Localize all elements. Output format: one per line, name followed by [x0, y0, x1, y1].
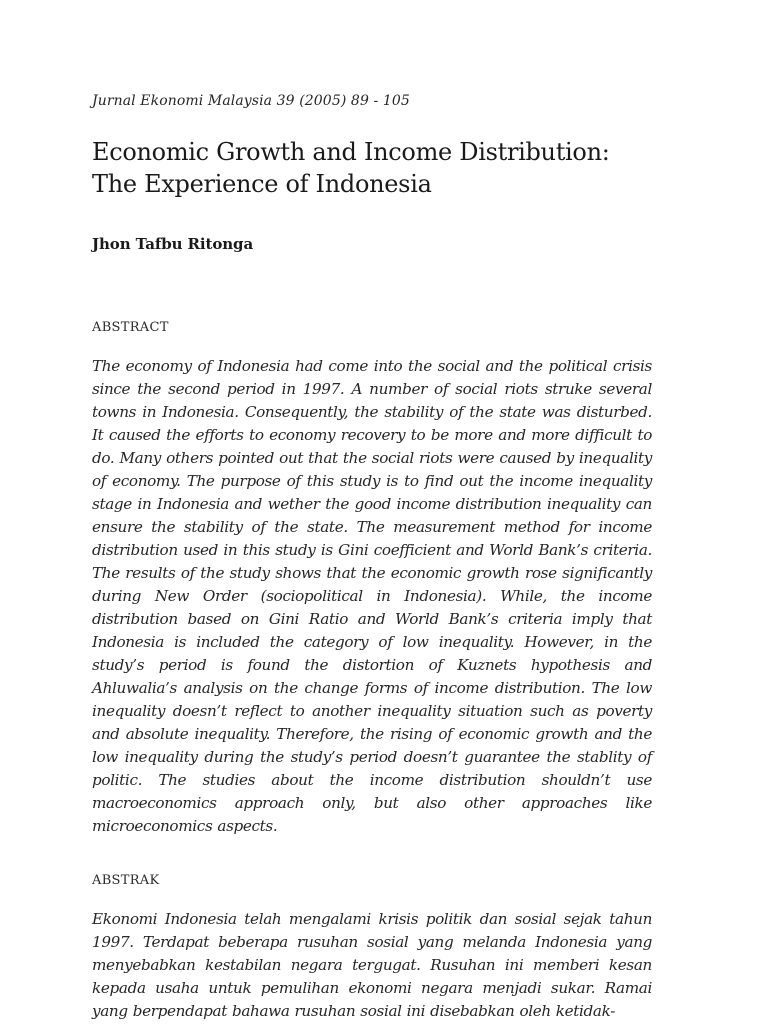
abstract-body: The economy of Indonesia had come into the social and the political crisis since the second period in 1997. A number of social riots struke several towns in Indonesia. Consequently, the stability of the state was disturbed. It caused the efforts to economy recovery to be more and more difficult to do. Many others pointed out that the social riots were caused by inequality of economy. The purpose of this study is to find out the income inequality stage in Indonesia and wether the good income distribution inequality can ensure the stability of the state. The measurement method for income distribution used in this study is Gini coefficient and World Bank’s criteria. The results of the study shows that the economic growth rose significantly during New Order (sociopolitical in Indonesia). While, the income distribution based on Gini Ratio and World Bank’s criteria imply that Indonesia is included the category of low inequality. However, in the study’s period is found the distortion of Kuznets hypothesis and Ahluwalia’s analysis on the change forms of income distribution. The low inequality doesn’t reflect to another inequality situation such as poverty and absolute inequality. Therefore, the rising of economic growth and the low inequality during the study’s period doesn’t guarantee the stablity of politic. The studies about the income distribution shouldn’t use macroeconomics approach only, but also other approaches like microeconomics aspects. — [92, 357, 652, 835]
author-name: Jhon Tafbu Ritonga — [92, 235, 254, 253]
article-title: Economic Growth and Income Distribution: The Experience of Indonesia — [92, 138, 610, 198]
abstrak-body: Ekonomi Indonesia telah mengalami krisis politik dan sosial sejak tahun 1997. Terdapat beberapa rusuhan sosial yang melanda Indonesia yang menyebabkan kestabilan negara tergugat. Rusuhan ini memberi kesan kepada usaha untuk pemulihan ekonomi negara menjadi sukar. Ramai yang berpendapat bahawa rusuhan sosial ini disebabkan oleh ketidak- — [92, 910, 652, 1020]
abstract-heading: ABSTRACT — [92, 320, 169, 335]
article-first-page — [92, 0, 652, 1024]
journal-citation: Jurnal Ekonomi Malaysia 39 (2005) 89 - 105 — [92, 93, 410, 109]
abstrak-heading: ABSTRAK — [92, 873, 160, 888]
